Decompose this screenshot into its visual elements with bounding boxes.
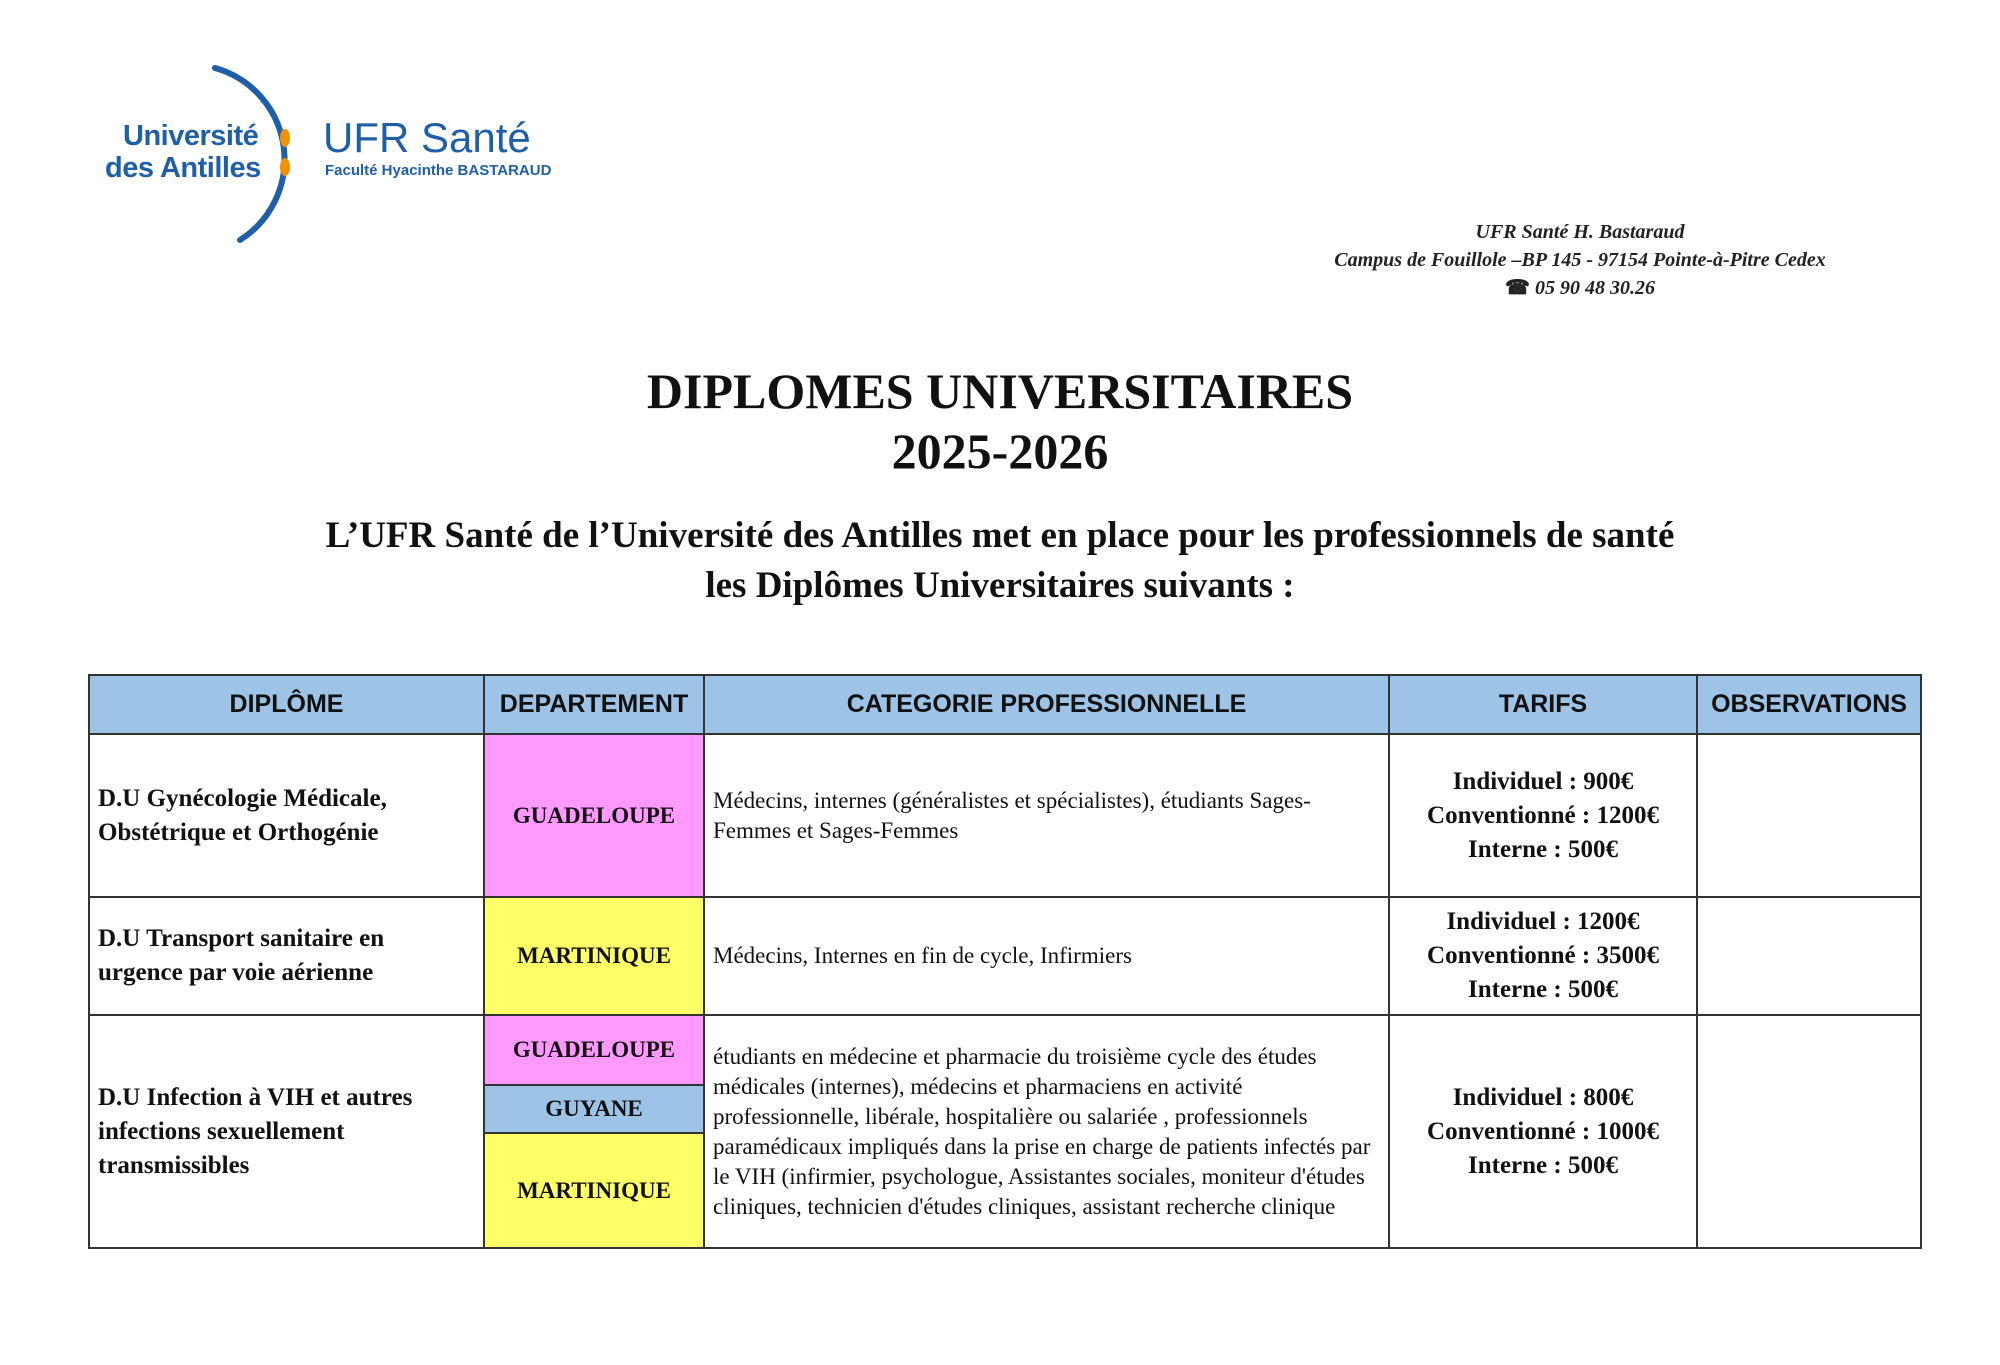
- categorie-cell: étudiants en médecine et pharmacie du troisième cycle des études médicales (internes), médecins et pharmaciens en activité professionnelle, libérale, hospitalière ou salariée , professionnels paramédicaux impliqués dans la prise en charge de patients infectés par le VIH (infirmier, psychologue, Assistantes sociales, moniteur d'études cliniques, technicien d'études cliniques, assistant recherche clinique: [704, 1015, 1389, 1248]
- table-row: [89, 1015, 1921, 1085]
- diplome-cell: D.U Transport sanitaire en urgence par voie aérienne: [89, 897, 484, 1015]
- table-header-row: [89, 675, 1921, 734]
- logo-ufr-title: UFR Santé: [323, 114, 531, 161]
- departement-cell: MARTINIQUE: [484, 897, 704, 1015]
- departement-cell: MARTINIQUE: [484, 1133, 704, 1248]
- tarif-conventionne: Conventionné : 1000€: [1427, 1117, 1659, 1145]
- logo-ufr-subtitle: Faculté Hyacinthe BASTARAUD: [325, 162, 552, 179]
- header-departement: DEPARTEMENT: [484, 675, 704, 734]
- page-year: 2025-2026: [891, 423, 1109, 479]
- address-phone: 05 90 48 30.26: [1534, 277, 1655, 299]
- tarif-interne: Interne : 500€: [1468, 835, 1618, 863]
- phone-icon: ☎: [1505, 277, 1530, 299]
- tarif-interne: Interne : 500€: [1468, 976, 1618, 1003]
- intro-line2: les Diplômes Universitaires suivants :: [705, 565, 1295, 606]
- university-logo: [95, 60, 615, 250]
- logo-university-line2: des Antilles: [105, 152, 261, 184]
- tarif-individuel: Individuel : 900€: [1452, 767, 1634, 795]
- tarifs-cell: [1389, 734, 1697, 897]
- categorie-cell: Médecins, internes (généralistes et spécialistes), étudiants Sages-Femmes et Sages-Femmes: [704, 734, 1389, 897]
- diplome-cell: D.U Gynécologie Médicale, Obstétrique et Orthogénie: [89, 734, 484, 897]
- tarif-interne: Interne : 500€: [1468, 1151, 1618, 1179]
- observations-cell: [1697, 734, 1921, 897]
- categorie-cell: Médecins, Internes en fin de cycle, Infirmiers: [704, 897, 1389, 1015]
- address-line1: UFR Santé H. Bastaraud: [1475, 221, 1685, 243]
- tarif-individuel: Individuel : 800€: [1452, 1083, 1634, 1111]
- observations-cell: [1697, 897, 1921, 1015]
- header-observations: OBSERVATIONS: [1697, 675, 1921, 734]
- departement-cell: GUADELOUPE: [484, 734, 704, 897]
- address-line2: Campus de Fouillole –BP 145 - 97154 Pointe-à-Pitre Cedex: [1334, 249, 1826, 271]
- departement-cell: GUADELOUPE: [484, 1015, 704, 1085]
- header-diplome: DIPLÔME: [89, 675, 484, 734]
- address-phone-line: [1180, 274, 1980, 302]
- tarif-conventionne: Conventionné : 1200€: [1427, 801, 1659, 829]
- tarifs-cell: [1389, 897, 1697, 1015]
- header-tarifs: TARIFS: [1389, 675, 1697, 734]
- table-row: [89, 897, 1921, 1015]
- tarif-individuel: Individuel : 1200€: [1446, 908, 1640, 935]
- table-row: [89, 734, 1921, 897]
- page-title: DIPLOMES UNIVERSITAIRES: [646, 363, 1354, 419]
- departement-cell: GUYANE: [484, 1085, 704, 1133]
- address-block: [1180, 218, 1980, 302]
- logo-university-line1: Université: [123, 120, 259, 152]
- diplomas-table: [88, 674, 1922, 1249]
- intro-line1: L’UFR Santé de l’Université des Antilles met en place pour les professionnels de santé: [325, 515, 1675, 556]
- tarif-conventionne: Conventionné : 3500€: [1427, 942, 1659, 969]
- observations-cell: [1697, 1015, 1921, 1248]
- header-categorie: CATEGORIE PROFESSIONNELLE: [704, 675, 1389, 734]
- diplome-cell: D.U Infection à VIH et autres infections sexuellement transmissibles: [89, 1015, 484, 1248]
- tarifs-cell: [1389, 1015, 1697, 1248]
